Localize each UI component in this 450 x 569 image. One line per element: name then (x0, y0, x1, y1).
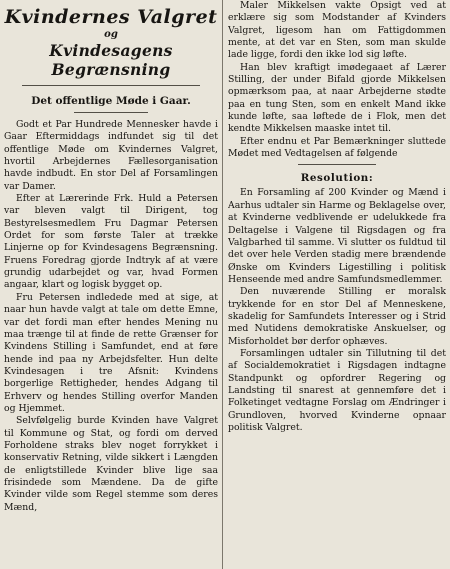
section-heading: Det offentlige Møde i Gaar. (31, 95, 191, 107)
paragraph: Efter endnu et Par Bemærkninger sluttede Mødet med Vedtagelsen af følgende (228, 135, 446, 160)
resolution-paragraph: Den nuværende Stilling er moralsk trykkende for en stor Del af Menneskene, skadelig for Samfundets Interesser og i Strid med Nutidens demokratiske Anskuelser, og Misforholdet bør derfor ophæves. (228, 286, 446, 347)
headline-line-1: Kvindernes Valgret (4, 6, 218, 28)
headline-rule (22, 85, 200, 86)
paragraph: Fru Petersen indledede med at sige, at naar hun havde valgt at tale om dette Emne, var det fordi man efter hendes Mening nu maa trænge til at finde de rette Grænser for Kvindens Stilling i Samfundet, end at føre hende ind paa ny Arbejdsfelter. Hun delte Kvindesagen i tre Afsnit: Kvindens borgerlige Rettigheder, hendes Adgang til Erhverv og hendes Stilling overfor Manden og Hjemmet. (4, 291, 218, 414)
section-rule (74, 112, 148, 113)
paragraph: Efter at Lærerinde Frk. Huld a Petersen var bleven valgt til Dirigent, tog Bestyrelsesmedlem Fru Dagmar Petersen Ordet for som første Taler at trække Linjerne op for Kvindesagens Begrænsning. Fruens Foredrag gjorde Indtryk af at være grundig udarbejdet og var, hvad Formen angaar, klart og logisk bygget op. (4, 193, 218, 291)
headline-line-2: Kvindesagens Begrænsning (49, 41, 173, 79)
resolution-heading: Resolution: (300, 172, 374, 185)
headline-conjunction: og (104, 29, 118, 40)
paragraph: Maler Mikkelsen vakte Opsigt ved at erklære sig som Modstander af Kvinders Valgret, ligesom han om Fattigdommen mente, at det var en Sten, som man skulde lade ligge, fordi den ikke lod sig løfte. (228, 0, 446, 61)
column-divider (222, 0, 223, 569)
right-column (228, 0, 446, 569)
resolution-paragraph: En Forsamling af 200 Kvinder og Mænd i Aarhus udtaler sin Harme og Beklagelse over, at Kvinderne vedblivende er udelukkede fra Deltagelse i Valgene til Rigsdagen og fra Valgbarhed til samme. Vi slutter os fuldtud til det over hele Verden stadig mere brændende Ønske om Kvinders Ligestilling i politisk Henseende med andre Samfundsmedlemmer. (228, 187, 446, 285)
resolution-rule (298, 164, 376, 165)
paragraph: Selvfølgelig burde Kvinden have Valgret til Kommune og Stat, og fordi om derved Forholdene straks blev noget forrykket i konservativ Retning, vilde sikkert i Længden de enligtstillede Kvinder blive lige saa frisindede som Mændene. Da de gifte Kvinder vilde som Regel stemme som deres Mænd, (4, 415, 218, 513)
left-column (4, 0, 218, 569)
resolution-paragraph: Forsamlingen udtaler sin Tillutning til det af Socialdemokratiet i Rigsdagen indtagne Standpunkt og opfordrer Regering og Landsting til snarest at gennemføre det i Folketinget vedtagne Forslag om Ændringer i Grundloven, hvorved Kvinderne opnaar politisk Valgret. (228, 347, 446, 433)
paragraph: Godt et Par Hundrede Mennesker havde i Gaar Eftermiddags indfundet sig til det offentlige Møde om Kvindernes Valgret, hvortil Arbejdernes Fællesorganisation havde indbudt. En stor Del af Forsamlingen var Damer. (4, 119, 218, 192)
paragraph: Han blev kraftigt imødegaaet af Lærer Stilling, der under Bifald gjorde Mikkelsen opmærksom paa, at naar Arbejderne stødte paa en tung Sten, som en enkelt Mand ikke kunde løfte, saa løftede de i Flok, men det kendte Mikkelsen maaske intet til. (228, 61, 446, 135)
